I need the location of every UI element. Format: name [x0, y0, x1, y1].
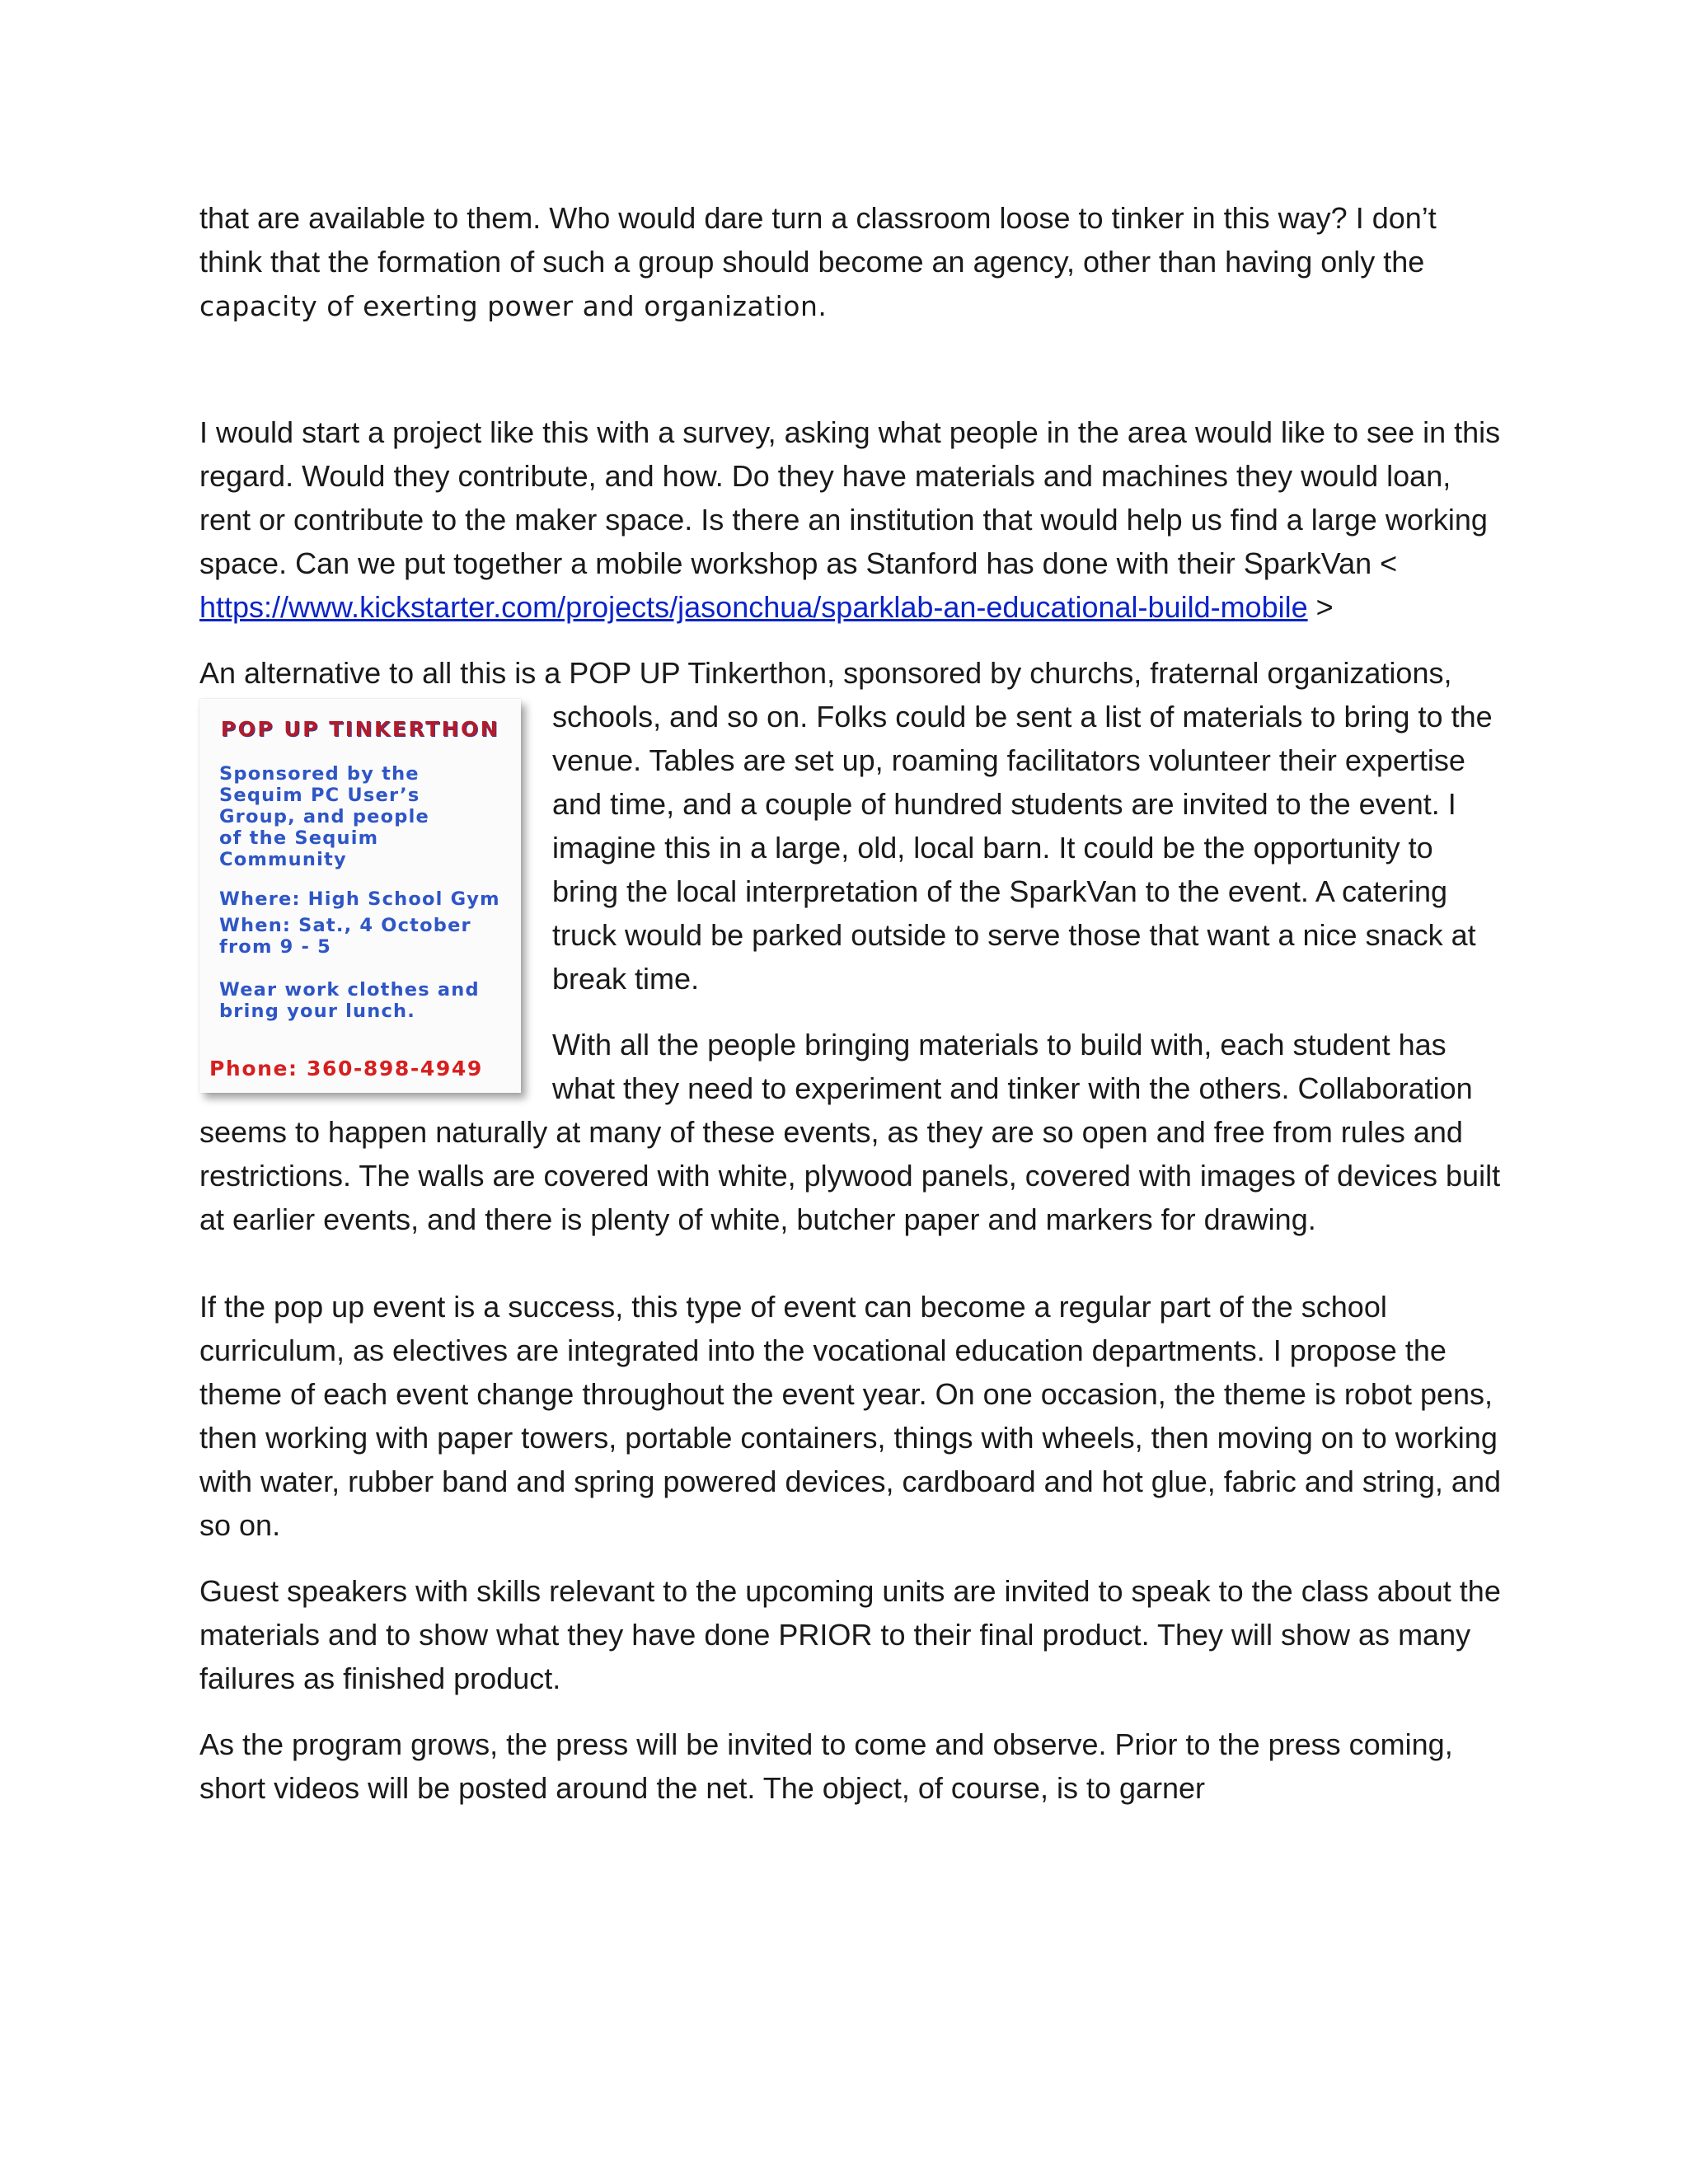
- paragraph-2-end: >: [1307, 590, 1334, 624]
- flyer-where: Where: High School Gym: [219, 888, 500, 910]
- flyer-wrap-section: [199, 695, 1502, 1241]
- tinkerthon-flyer: [199, 699, 521, 1093]
- flyer-title: POP UP TINKERTHON: [220, 717, 500, 741]
- flyer-sponsor: Sponsored by the Sequim PC User’s Group, and people of the Sequim Community: [219, 763, 429, 870]
- document-page: [199, 196, 1502, 1810]
- paragraph-7: As the program grows, the press will be invited to come and observe. Prior to the press coming, short videos will be posted around the net. The object, of course, is to garner: [199, 1727, 1453, 1805]
- flyer-phone: Phone: 360-898-4949: [209, 1057, 483, 1080]
- paragraph-3-intro: An alternative to all this is a POP UP Tinkerthon, sponsored by churchs, fraternal organizations,: [199, 656, 1452, 690]
- paragraph-2-text: I would start a project like this with a survey, asking what people in the area would like to see in this regard. Would they contribute, and how. Do they have materials and machines they would loan, rent or contribute to the maker space. Is there an institution that would help us find a large working space. Can we put together a mobile workshop as Stanford has done with their SparkVan <: [199, 415, 1501, 580]
- paragraph-5: If the pop up event is a success, this type of event can become a regular part of the school curriculum, as electives are integrated into the vocational education departments. I propose the theme of each event change throughout the event year. On one occasion, the theme is robot pens, then working with paper towers, portable containers, things with wheels, then moving on to working with water, rubber band and spring powered devices, cardboard and hot glue, fabric and string, and so on.: [199, 1290, 1501, 1542]
- flyer-when: When: Sat., 4 October from 9 - 5: [219, 915, 471, 958]
- paragraph-2: [199, 410, 1502, 629]
- flyer-wear: Wear work clothes and bring your lunch.: [219, 979, 480, 1022]
- paragraph-6: Guest speakers with skills relevant to the upcoming units are invited to speak to the class about the materials and to show what they have done PRIOR to their final product. They will show as many failures as finished product.: [199, 1574, 1501, 1695]
- paragraph-1: [199, 196, 1502, 328]
- paragraph-4: With all the people bringing materials to build with, each student has what they need to experiment and tinker with the others. Collaboration seems to happen naturally at many of these events, as they are so open and free from rules and restrictions. The walls are covered with white, plywood panels, covered with images of devices built at earlier events, and there is plenty of white, butcher paper and markers for drawing.: [199, 1028, 1501, 1236]
- paragraph-1-tail: capacity of exerting power and organization.: [199, 290, 828, 322]
- paragraph-3-wrap: schools, and so on. Folks could be sent a list of materials to bring to the venue. Tables are set up, roaming facilitators volunteer their expertise and time, and a couple of hundred students are invited to the event. I imagine this in a large, old, local barn. It could be the opportunity to bring the local interpretation of the SparkVan to the event. A catering truck would be parked outside to serve those that want a nice snack at break time.: [552, 700, 1493, 996]
- paragraph-1-text: that are available to them. Who would dare turn a classroom loose to tinker in this way? I don’t think that the formation of such a group should become an agency, other than having only the: [199, 201, 1437, 279]
- kickstarter-link[interactable]: https://www.kickstarter.com/projects/jasonchua/sparklab-an-educational-build-mobile: [199, 590, 1308, 624]
